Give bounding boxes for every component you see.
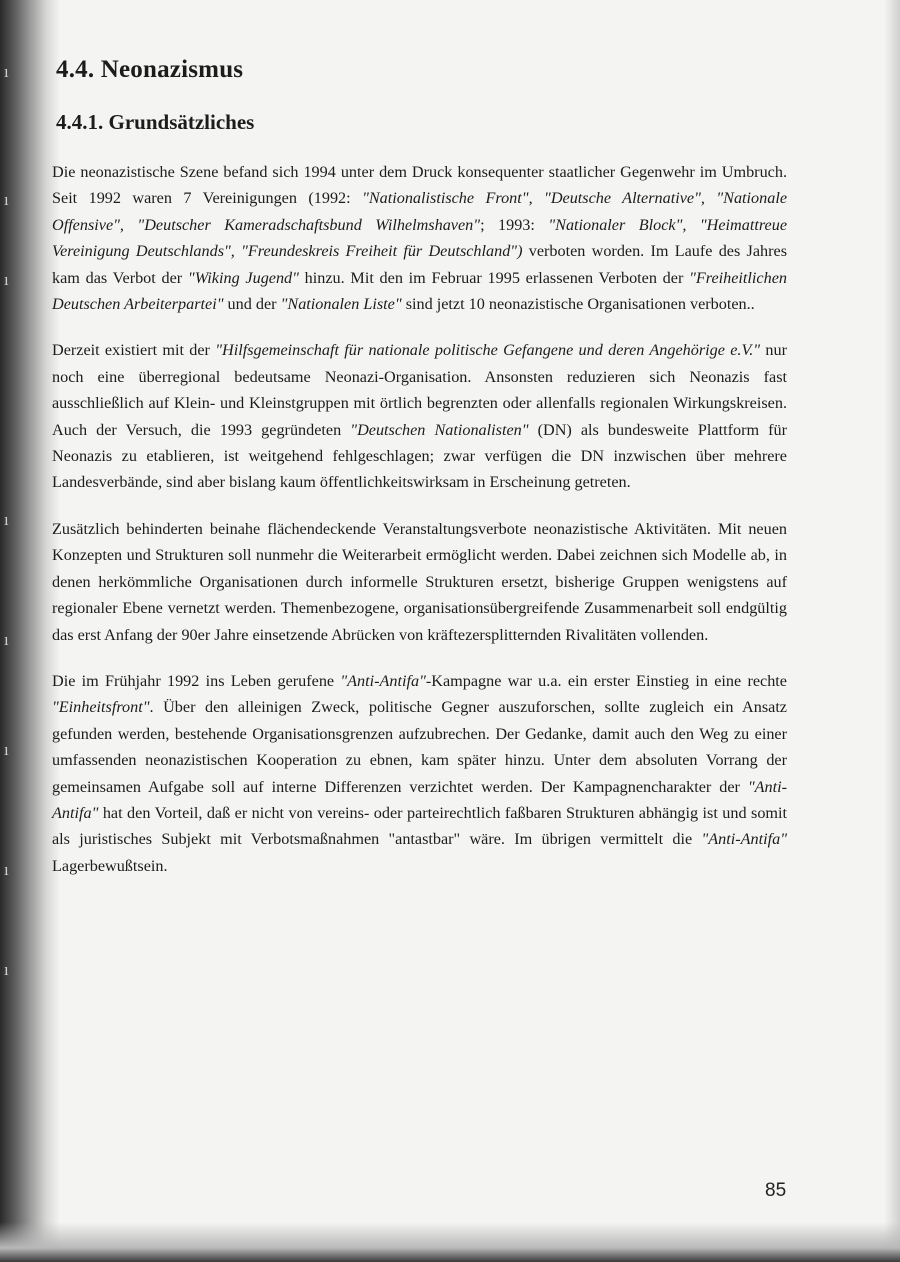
section-heading: 4.4. Neonazismus	[56, 56, 244, 83]
paragraph-4	[52, 668, 787, 879]
paragraph-1	[52, 159, 787, 317]
paragraph-2	[52, 337, 787, 495]
facing-page-bleed	[4, 0, 44, 1262]
italic-text-run: "Einheitsfront"	[52, 698, 150, 717]
italic-text-run: "Anti-Antifa"	[701, 830, 787, 849]
text-run: nur noch eine überregional bedeutsame Neonazi-Organisation. Ansonsten reduzieren sich Neonazis fast ausschließlich auf Klein- und Kleinstgruppen mit örtlich begrenzten oder allenfalls regionalen Wirkungskreisen. Auch der Versuch, die 1993 gegründeten	[52, 341, 787, 439]
bleed-mark: ı	[4, 270, 9, 289]
italic-text-run: "Freiheitlichen Deutschen Arbeiterpartei"	[52, 268, 787, 314]
text-run: ; 1993:	[480, 215, 549, 234]
paragraph-3	[52, 516, 787, 648]
italic-text-run: "Nationalen Liste"	[280, 295, 402, 314]
bleed-mark: ı	[4, 510, 9, 529]
text-run: verboten worden. Im Laufe des Jahres kam das Verbot der	[52, 242, 787, 287]
bleed-mark: ı	[4, 960, 9, 979]
text-run: . Über den alleinigen Zweck, politische Gegner auszuforschen, sollte zugleich ein Ansatz gefunden werden, bestehende Organisationsgrenzen aufzubrechen. Der Gedanke, damit auch den Weg zu einer umfassenden neonazistischen Kooperation zu ebnen, kam später hinzu. Unter dem absoluten Vorrang der gemeinsamen Aufgabe soll auf interne Differenzen verzichtet werden. Der Kampagnencharakter der	[52, 698, 787, 796]
page-number: 85	[765, 1180, 787, 1201]
italic-text-run: "Anti-Antifa"	[52, 777, 787, 822]
bleed-mark: ı	[4, 62, 9, 81]
italic-text-run: "Nationaler Block", "Heimattreue Vereinigung Deutschlands", "Freundeskreis Freiheit für Deutschland")	[52, 215, 787, 261]
subsection-heading: 4.4.1. Grundsätzliches	[56, 110, 255, 134]
document-page	[50, 56, 790, 879]
italic-text-run: "Nationalistische Front", "Deutsche Alternative", "Nationale Offensive", "Deutscher Kameradschaftsbund Wilhelmshaven"	[52, 189, 788, 234]
bleed-mark: ı	[4, 740, 9, 759]
text-run: -Kampagne war u.a. ein erster Einstieg in eine rechte	[425, 671, 787, 690]
bleed-mark: ı	[4, 190, 9, 209]
italic-text-run: "Wiking Jugend"	[187, 268, 299, 287]
text-run: und der	[223, 295, 281, 314]
text-run: Lagerbewußtsein.	[52, 856, 168, 875]
text-run: Die neonazistische Szene befand sich 1994 unter dem Druck konsequenter staatlicher Gegenwehr im Umbruch. Seit 1992 waren 7 Vereinigungen (1992:	[52, 163, 787, 208]
text-run: hinzu. Mit den im Februar 1995 erlassenen Verboten der	[298, 268, 690, 287]
text-run: hat den Vorteil, daß er nicht von vereins- oder parteirechtlich faßbaren Strukturen abhängig ist und somit als juristisches Subjekt mit Verbotsmaßnahmen "antastbar" wäre. Im übrigen vermittelt die	[52, 803, 787, 849]
page-bottom-shadow	[0, 1222, 900, 1262]
italic-text-run: "Hilfsgemeinschaft für nationale politische Gefangene und deren Angehörige e.V."	[215, 341, 761, 360]
bleed-mark: ı	[4, 630, 9, 649]
italic-text-run: "Anti-Antifa"	[340, 671, 426, 690]
italic-text-run: "Deutschen Nationalisten"	[350, 420, 529, 439]
text-run: (DN) als bundesweite Plattform für Neonazis zu etablieren, ist weitgehend fehlgeschlagen; zwar verfügen die DN inzwischen über mehrere Landesverbände, sind aber bislang kaum öffentlichkeitswirksam in Erscheinung getreten.	[52, 420, 788, 492]
text-run: Die im Frühjahr 1992 ins Leben gerufene	[52, 671, 341, 690]
page-right-edge	[884, 0, 900, 1262]
text-run: sind jetzt 10 neonazistische Organisationen verboten..	[401, 295, 755, 314]
text-run: Derzeit existiert mit der	[52, 341, 216, 360]
bleed-mark: ı	[4, 860, 9, 879]
text-run: Zusätzlich behinderten beinahe flächendeckende Veranstaltungsverbote neonazistische Aktivitäten. Mit neuen Konzepten und Strukturen soll nunmehr die Weiterarbeit ermöglicht werden. Dabei zeichnen sich Modelle ab, in denen herkömmliche Organisationen durch informelle Strukturen ersetzt, bisherige Gruppen wenigstens auf regionaler Ebene vernetzt werden. Themenbezogene, organisationsübergreifende Zusammenarbeit soll endgültig das erst Anfang der 90er Jahre einsetzende Abrücken von kräftezersplitternden Rivalitäten vollenden.	[52, 519, 787, 644]
